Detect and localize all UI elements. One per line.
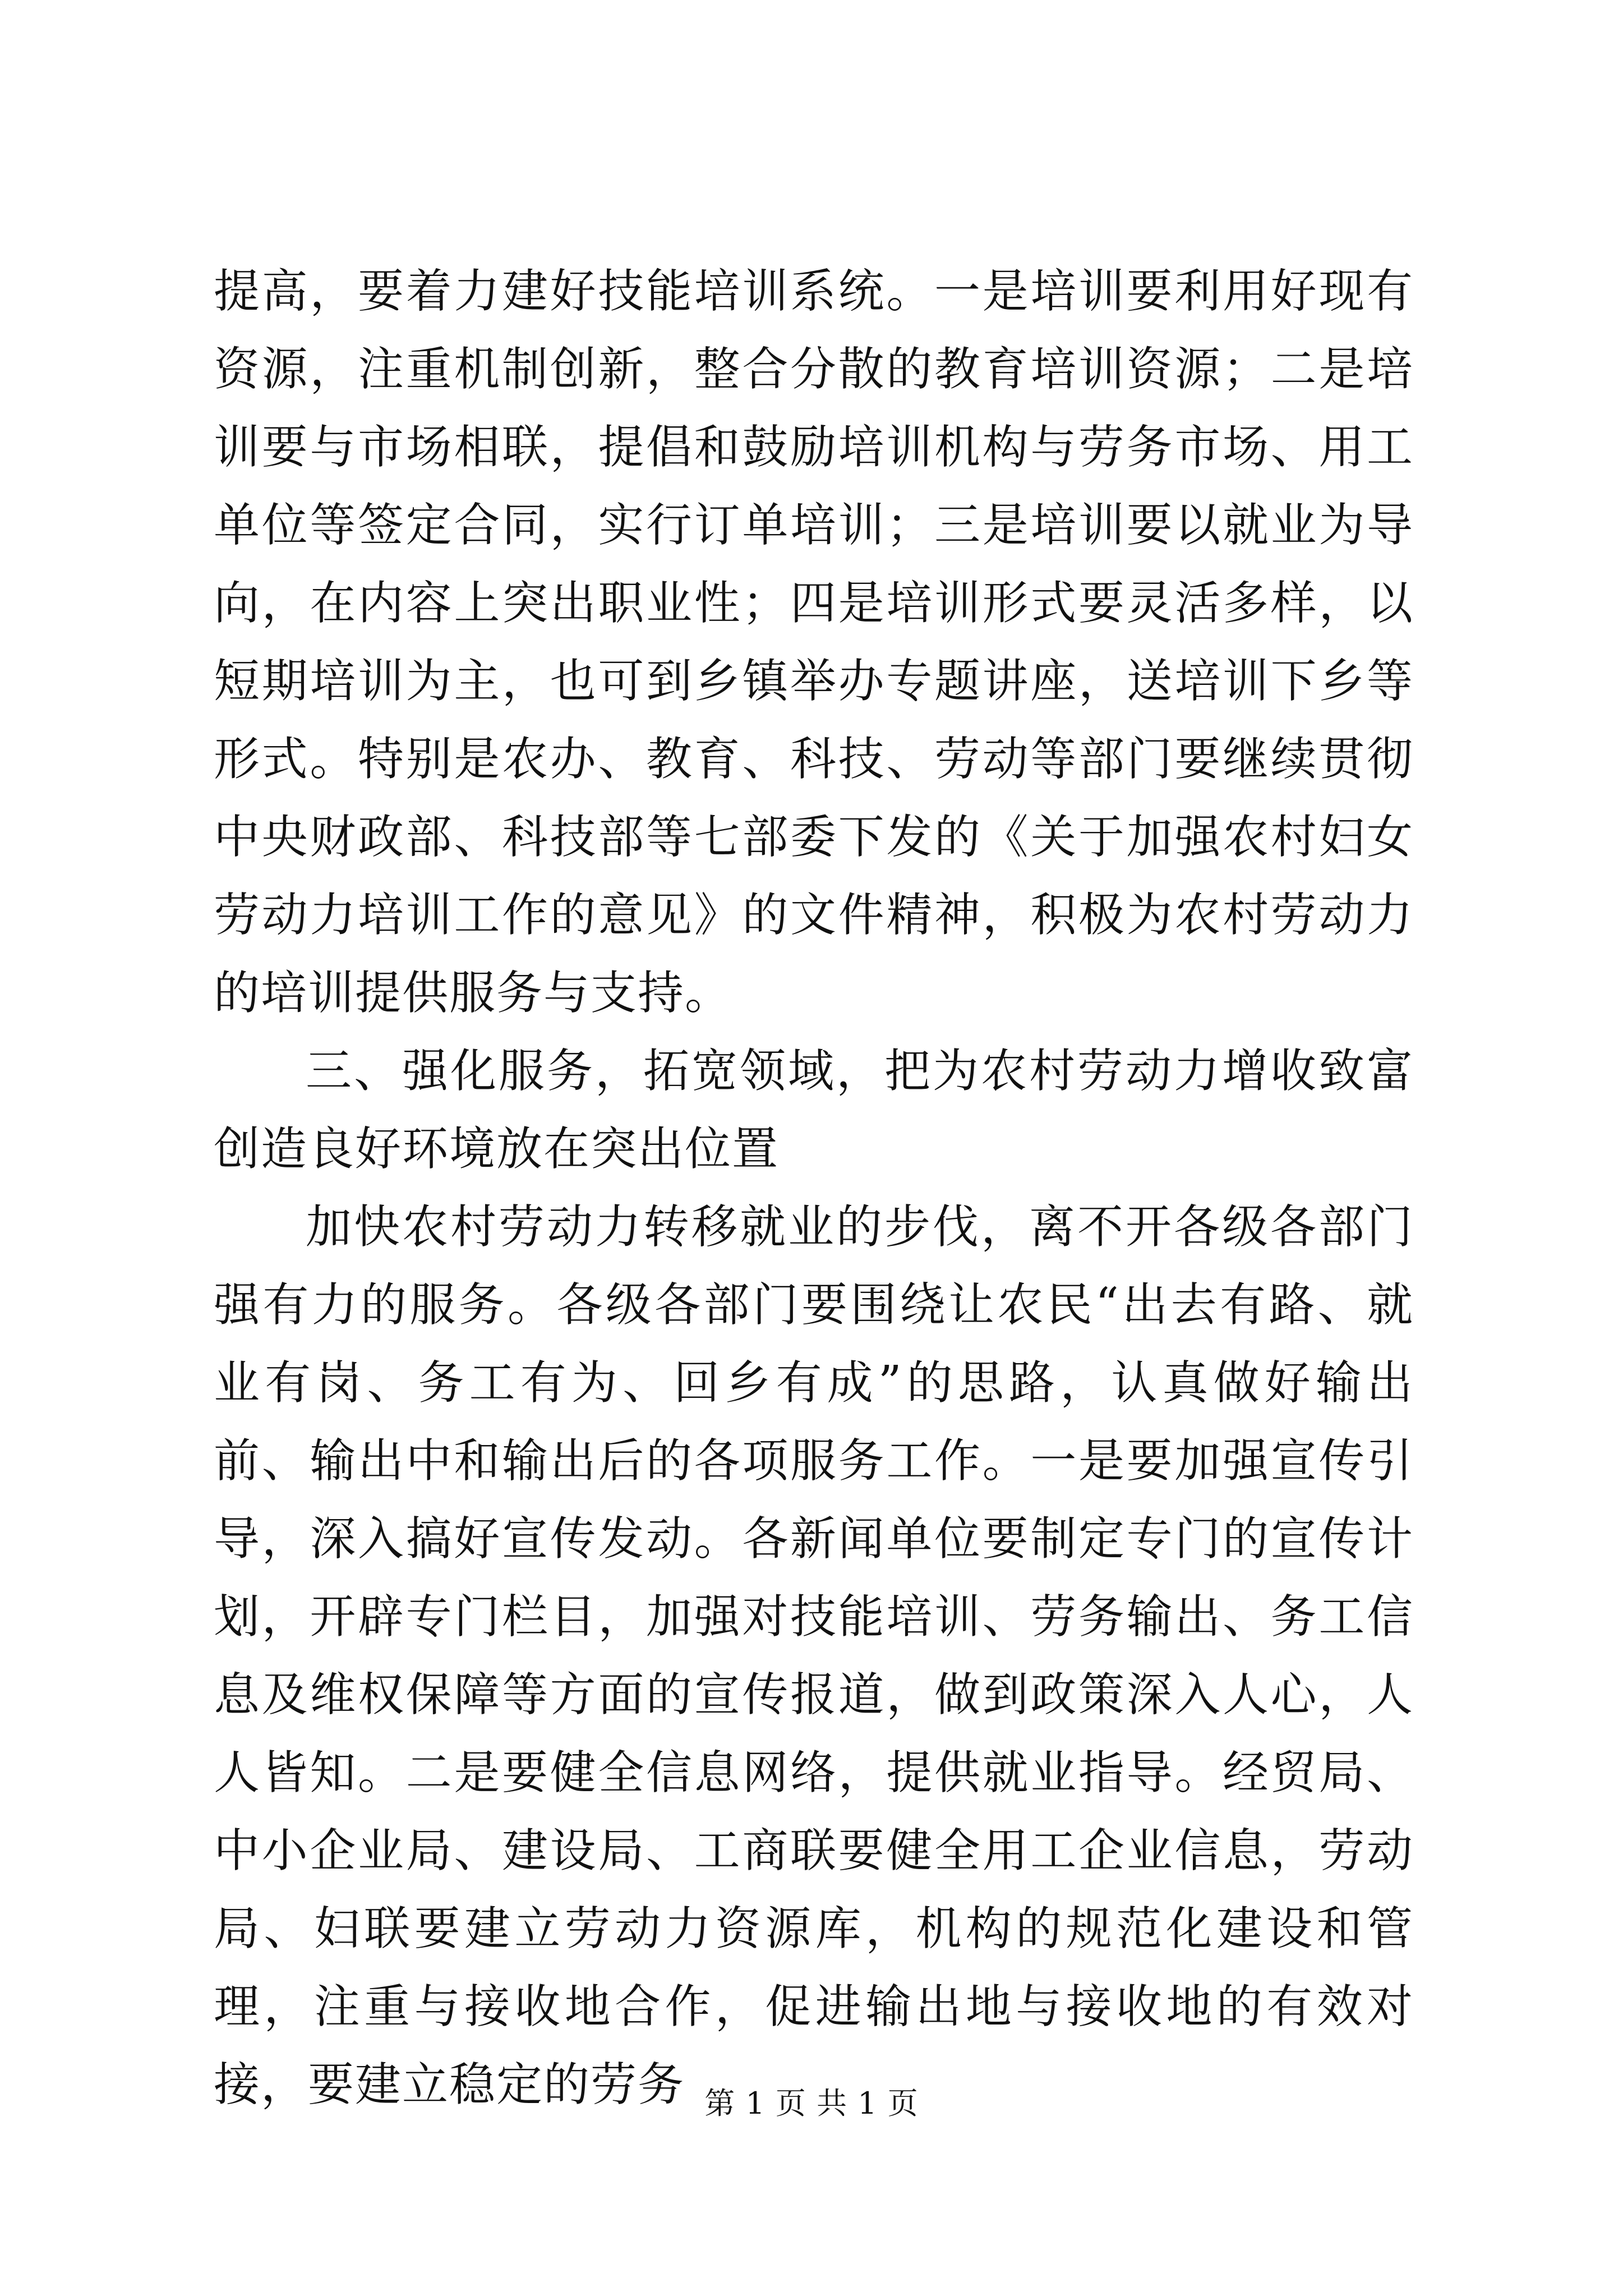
page-footer: 第 1 页 共 1 页 (704, 2086, 919, 2121)
body-paragraph: 加快农村劳动力转移就业的步伐，离不开各级各部门强有力的服务。各级各部门要围绕让农民“出去有路、就业有岗、务工有为、回乡有成”的思路，认真做好输出前、输出中和输出后的各项服务工作。一是要加强宣传引导，深入搞好宣传发动。各新闻单位要制定专门的宣传计划，开辟专门栏目，加强对技能培训、劳务输出、务工信息及维权保障等方面的宣传报道，做到政策深入人心，人人皆知。二是要健全信息网络，提供就业指导。经贸局、中小企业局、建设局、工商联要健全用工企业信息，劳动局、妇联要建立劳动力资源库，机构的规范化建设和管理，注重与接收地合作，促进输出地与接收地的有效对接，要建立稳定的劳务 (214, 1200, 1414, 2111)
section-heading: 三、强化服务，拓宽领域，把为农村劳动力增收致富创造良好环境放在突出位置 (214, 1045, 1414, 1176)
body-paragraph: 提高，要着力建好技能培训系统。一是培训要利用好现有资源，注重机制创新，整合分散的教育培训资源；二是培训要与市场相联，提倡和鼓励培训机构与劳务市场、用工单位等签定合同，实行订单培训；三是培训要以就业为导向，在内容上突出职业性；四是培训形式要灵活多样，以短期培训为主，也可到乡镇举办专题讲座，送培训下乡等形式。特别是农办、教育、科技、劳动等部门要继续贯彻中央财政部、科技部等七部委下发的《关于加强农村妇女劳动力培训工作的意见》的文件精神，积极为农村劳动力的培训提供服务与支持。 (214, 265, 1414, 1020)
document-body (214, 252, 1414, 2124)
